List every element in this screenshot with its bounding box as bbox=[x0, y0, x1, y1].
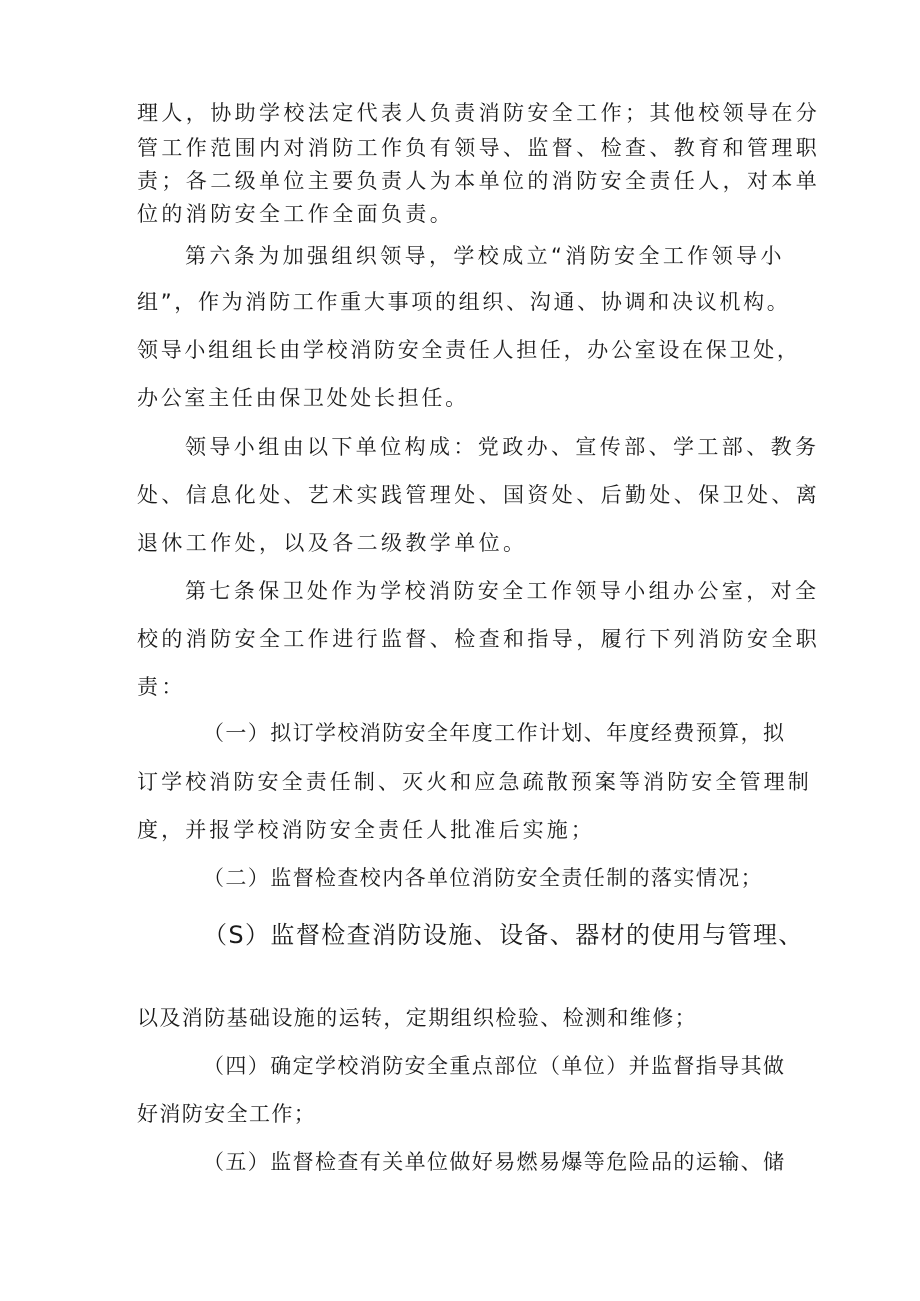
text-line-4: 位的消防安全工作全面负责。 bbox=[137, 202, 455, 226]
item-1-line-1: （一）拟订学校消防安全年度工作计划、年度经费预算，拟 bbox=[203, 721, 786, 745]
item-4-line-2: 好消防安全工作； bbox=[137, 1102, 317, 1126]
item-1-line-2: 订学校消防安全责任制、灭火和应急疏散预案等消防安全管理制 bbox=[137, 770, 812, 794]
item-4-line-1: （四）确定学校消防安全重点部位（单位）并监督指导其做 bbox=[203, 1054, 786, 1078]
group-members-line-2: 处、信息化处、艺术实践管理处、国资处、后勤处、保卫处、离 bbox=[137, 483, 821, 507]
text-line-3: 责；各二级单位主要负责人为本单位的消防安全责任人，对本单 bbox=[137, 169, 821, 193]
article-7-line-3: 责： bbox=[137, 675, 186, 699]
article-7-line-1: 第七条保卫处作为学校消防安全工作领导小组办公室，对全 bbox=[185, 579, 820, 603]
article-6-line-2: 组”，作为消防工作重大事项的组织、沟通、协调和决议机构。 bbox=[137, 290, 791, 314]
article-6-line-1: 第六条为加强组织领导，学校成立“消防安全工作领导小 bbox=[185, 244, 785, 268]
item-1-line-3: 度，并报学校消防安全责任人批准后实施； bbox=[137, 818, 595, 842]
group-members-line-1: 领导小组由以下单位构成：党政办、宣传部、学工部、教务 bbox=[185, 435, 820, 459]
item-3-line-2: 以及消防基础设施的运转，定期组织检验、检测和维修； bbox=[137, 1006, 697, 1030]
text-line-2: 管工作范围内对消防工作负有领导、监督、检查、教育和管理职 bbox=[137, 136, 821, 160]
text-line-1: 理人，协助学校法定代表人负责消防安全工作；其他校领导在分 bbox=[137, 101, 821, 125]
item-2-line-1: （二）监督检查校内各单位消防安全责任制的落实情况； bbox=[203, 866, 763, 890]
article-7-line-2: 校的消防安全工作进行监督、检查和指导，履行下列消防安全职 bbox=[137, 627, 821, 651]
item-3-line-1: （S）监督检查消防设施、设备、器材的使用与管理、 bbox=[203, 921, 804, 949]
group-members-line-3: 退休工作处，以及各二级教学单位。 bbox=[137, 531, 528, 555]
article-6-line-4: 办公室主任由保卫处处长担任。 bbox=[137, 386, 469, 410]
item-5-line-1: （五）监督检查有关单位做好易燃易爆等危险品的运输、储 bbox=[203, 1150, 786, 1174]
article-6-line-3: 领导小组组长由学校消防安全责任人担任，办公室设在保卫处， bbox=[137, 338, 801, 362]
